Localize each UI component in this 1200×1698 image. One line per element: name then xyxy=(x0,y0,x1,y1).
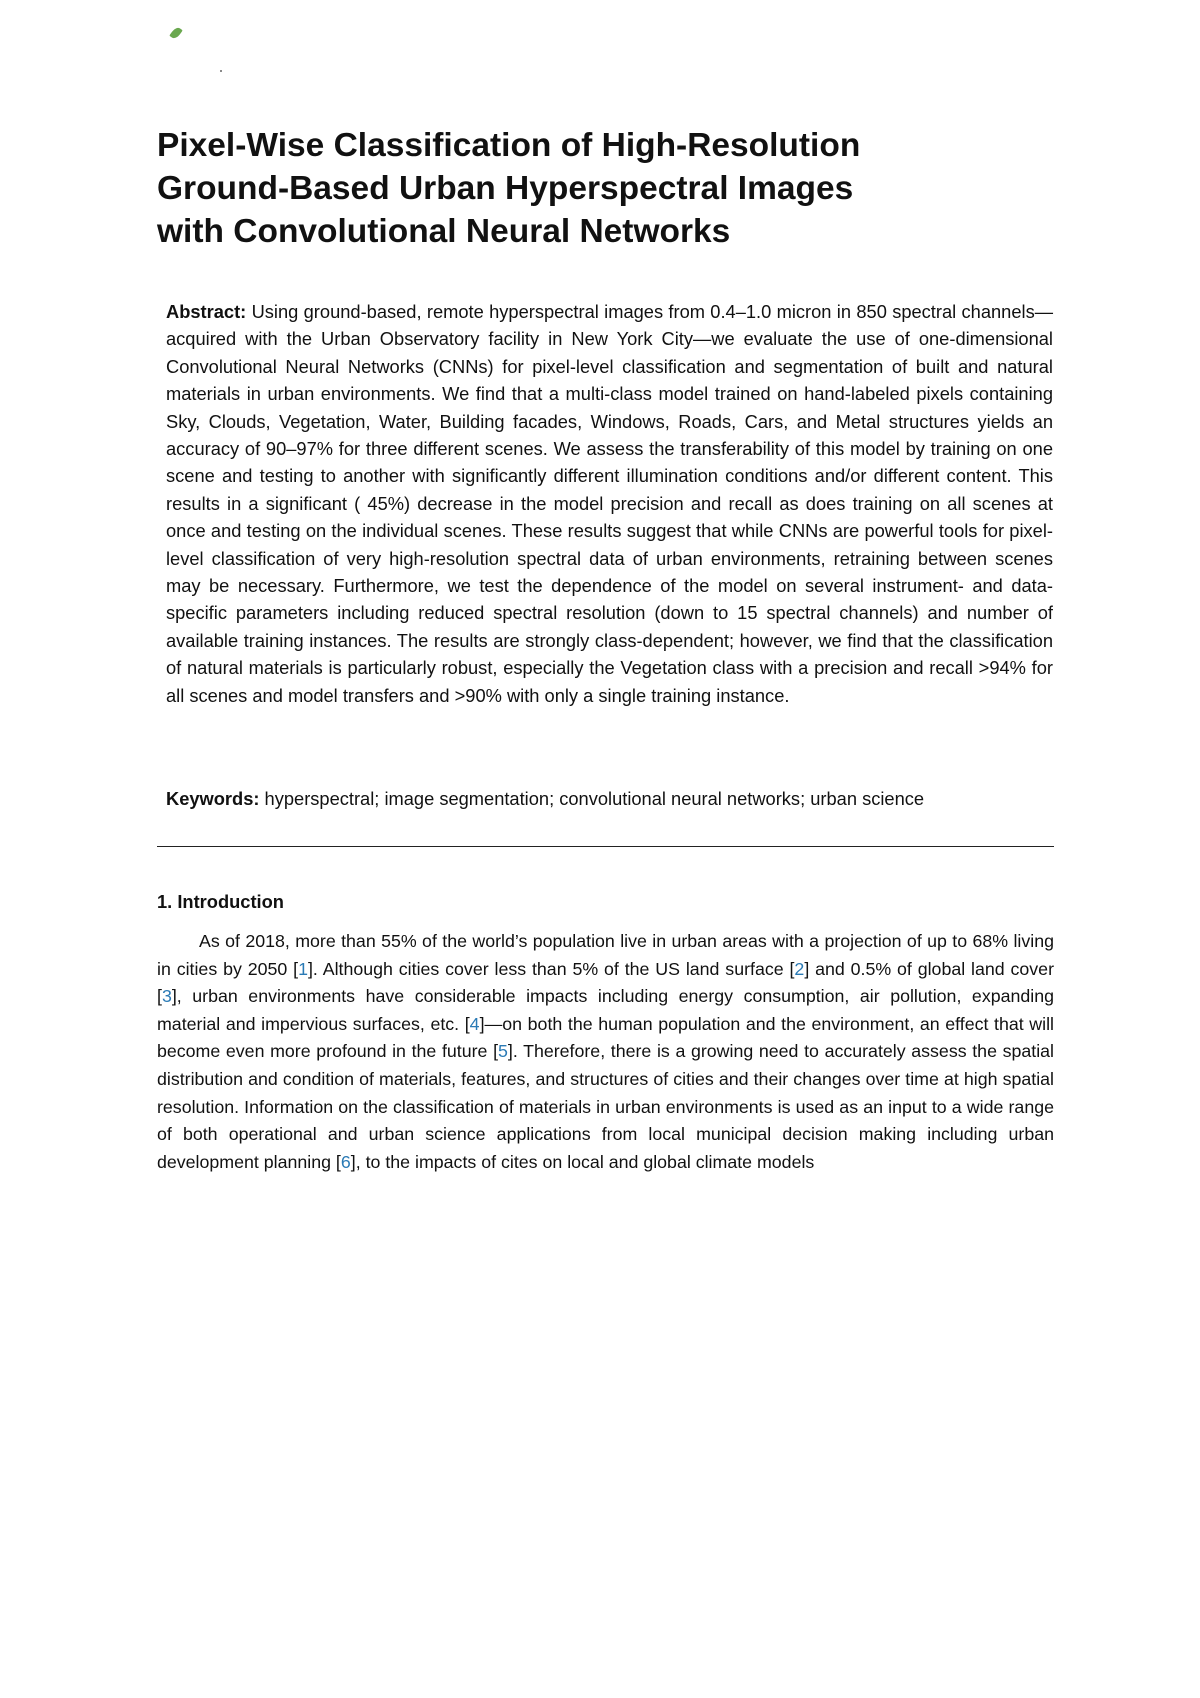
keywords-text: hyperspectral; image segmentation; convolutional neural networks; urban science xyxy=(259,788,925,809)
logo-dot-decoration xyxy=(220,70,222,72)
intro-text-segment: ] and 0.5% of global land cover [ xyxy=(157,958,1054,1007)
journal-logo-leaf-icon xyxy=(169,26,182,40)
citation-link-4[interactable]: 4 xyxy=(469,1013,480,1034)
intro-text-segment: ]. Although cities cover less than 5% of the US land surface [ xyxy=(307,958,795,979)
intro-text-segment: ], urban environments have considerable impacts including energy consumption, air pollution, expanding material and impervious surfaces, etc. [ xyxy=(157,986,1054,1034)
intro-text-segment: ]—on both the human population and the environment, an effect that will become even more profound in the future [ xyxy=(157,1013,1054,1062)
intro-text-segment: ]. Therefore, there is a growing need to accurately assess the spatial distribution and condition of materials, features, and structures of cities and their changes over time at high spatial resolution. Information on the classification of materials in urban environments is used as an input to a wide range of both operational and urban science applications from local municipal decision making including urban development planning [ xyxy=(157,1041,1055,1172)
citation-link-2[interactable]: 2 xyxy=(794,958,805,979)
intro-text-segment: As of 2018, more than 55% of the world’s population live in urban areas with a projection of up to 68% living in cities by 2050 [ xyxy=(157,931,1054,979)
section-divider xyxy=(157,846,1054,847)
title-line-1: Pixel-Wise Classification of High-Resolution xyxy=(157,127,861,164)
keywords-paragraph xyxy=(166,787,1053,811)
intro-text-segment: ], to the impacts of cites on local and global climate models xyxy=(350,1151,815,1172)
keywords-label: Keywords: xyxy=(166,788,260,809)
paper-title xyxy=(157,124,1057,253)
citation-link-5[interactable]: 5 xyxy=(498,1041,508,1062)
title-line-2: Ground-Based Urban Hyperspectral Images xyxy=(157,170,854,207)
title-line-3: with Convolutional Neural Networks xyxy=(157,213,731,250)
citation-link-6[interactable]: 6 xyxy=(340,1151,351,1172)
citation-link-1[interactable]: 1 xyxy=(298,958,308,979)
abstract-text: Using ground-based, remote hyperspectral images from 0.4–1.0 micron in 850 spectral channels—acquired with the Urban Observatory facility in New York City—we evaluate the use of one-dimensional Convolutional Neural Networks (CNNs) for pixel-level classification and segmentation of built and natural materials in urban environments. We find that a multi-class model trained on hand-labeled pixels containing Sky, Clouds, Vegetation, Water, Building facades, Windows, Roads, Cars, and Metal structures yields an accuracy of 90–97% for three different scenes. We assess the transferability of this model by training on one scene and testing to another with significantly different illumination conditions and/or different content. This results in a significant ( 45%) decrease in the model precision and recall as does training on all scenes at once and testing on the individual scenes. These results suggest that while CNNs are powerful tools for pixel-level classification of very high-resolution spectral data of urban environments, retraining between scenes may be necessary. Furthermore, we test the dependence of the model on several instrument- and data-specific parameters including reduced spectral resolution (down to 15 spectral channels) and number of available training instances. The results are strongly class-dependent; however, we find that the classification of natural materials is particularly robust, especially the Vegetation class with a precision and recall >94% for all scenes and model transfers and >90% with only a single training instance. xyxy=(166,301,1053,706)
citation-link-3[interactable]: 3 xyxy=(161,986,172,1007)
abstract-label: Abstract: xyxy=(166,301,247,322)
introduction-heading: 1. Introduction xyxy=(157,891,284,912)
introduction-paragraph xyxy=(157,928,1054,1176)
abstract-paragraph xyxy=(166,298,1053,709)
